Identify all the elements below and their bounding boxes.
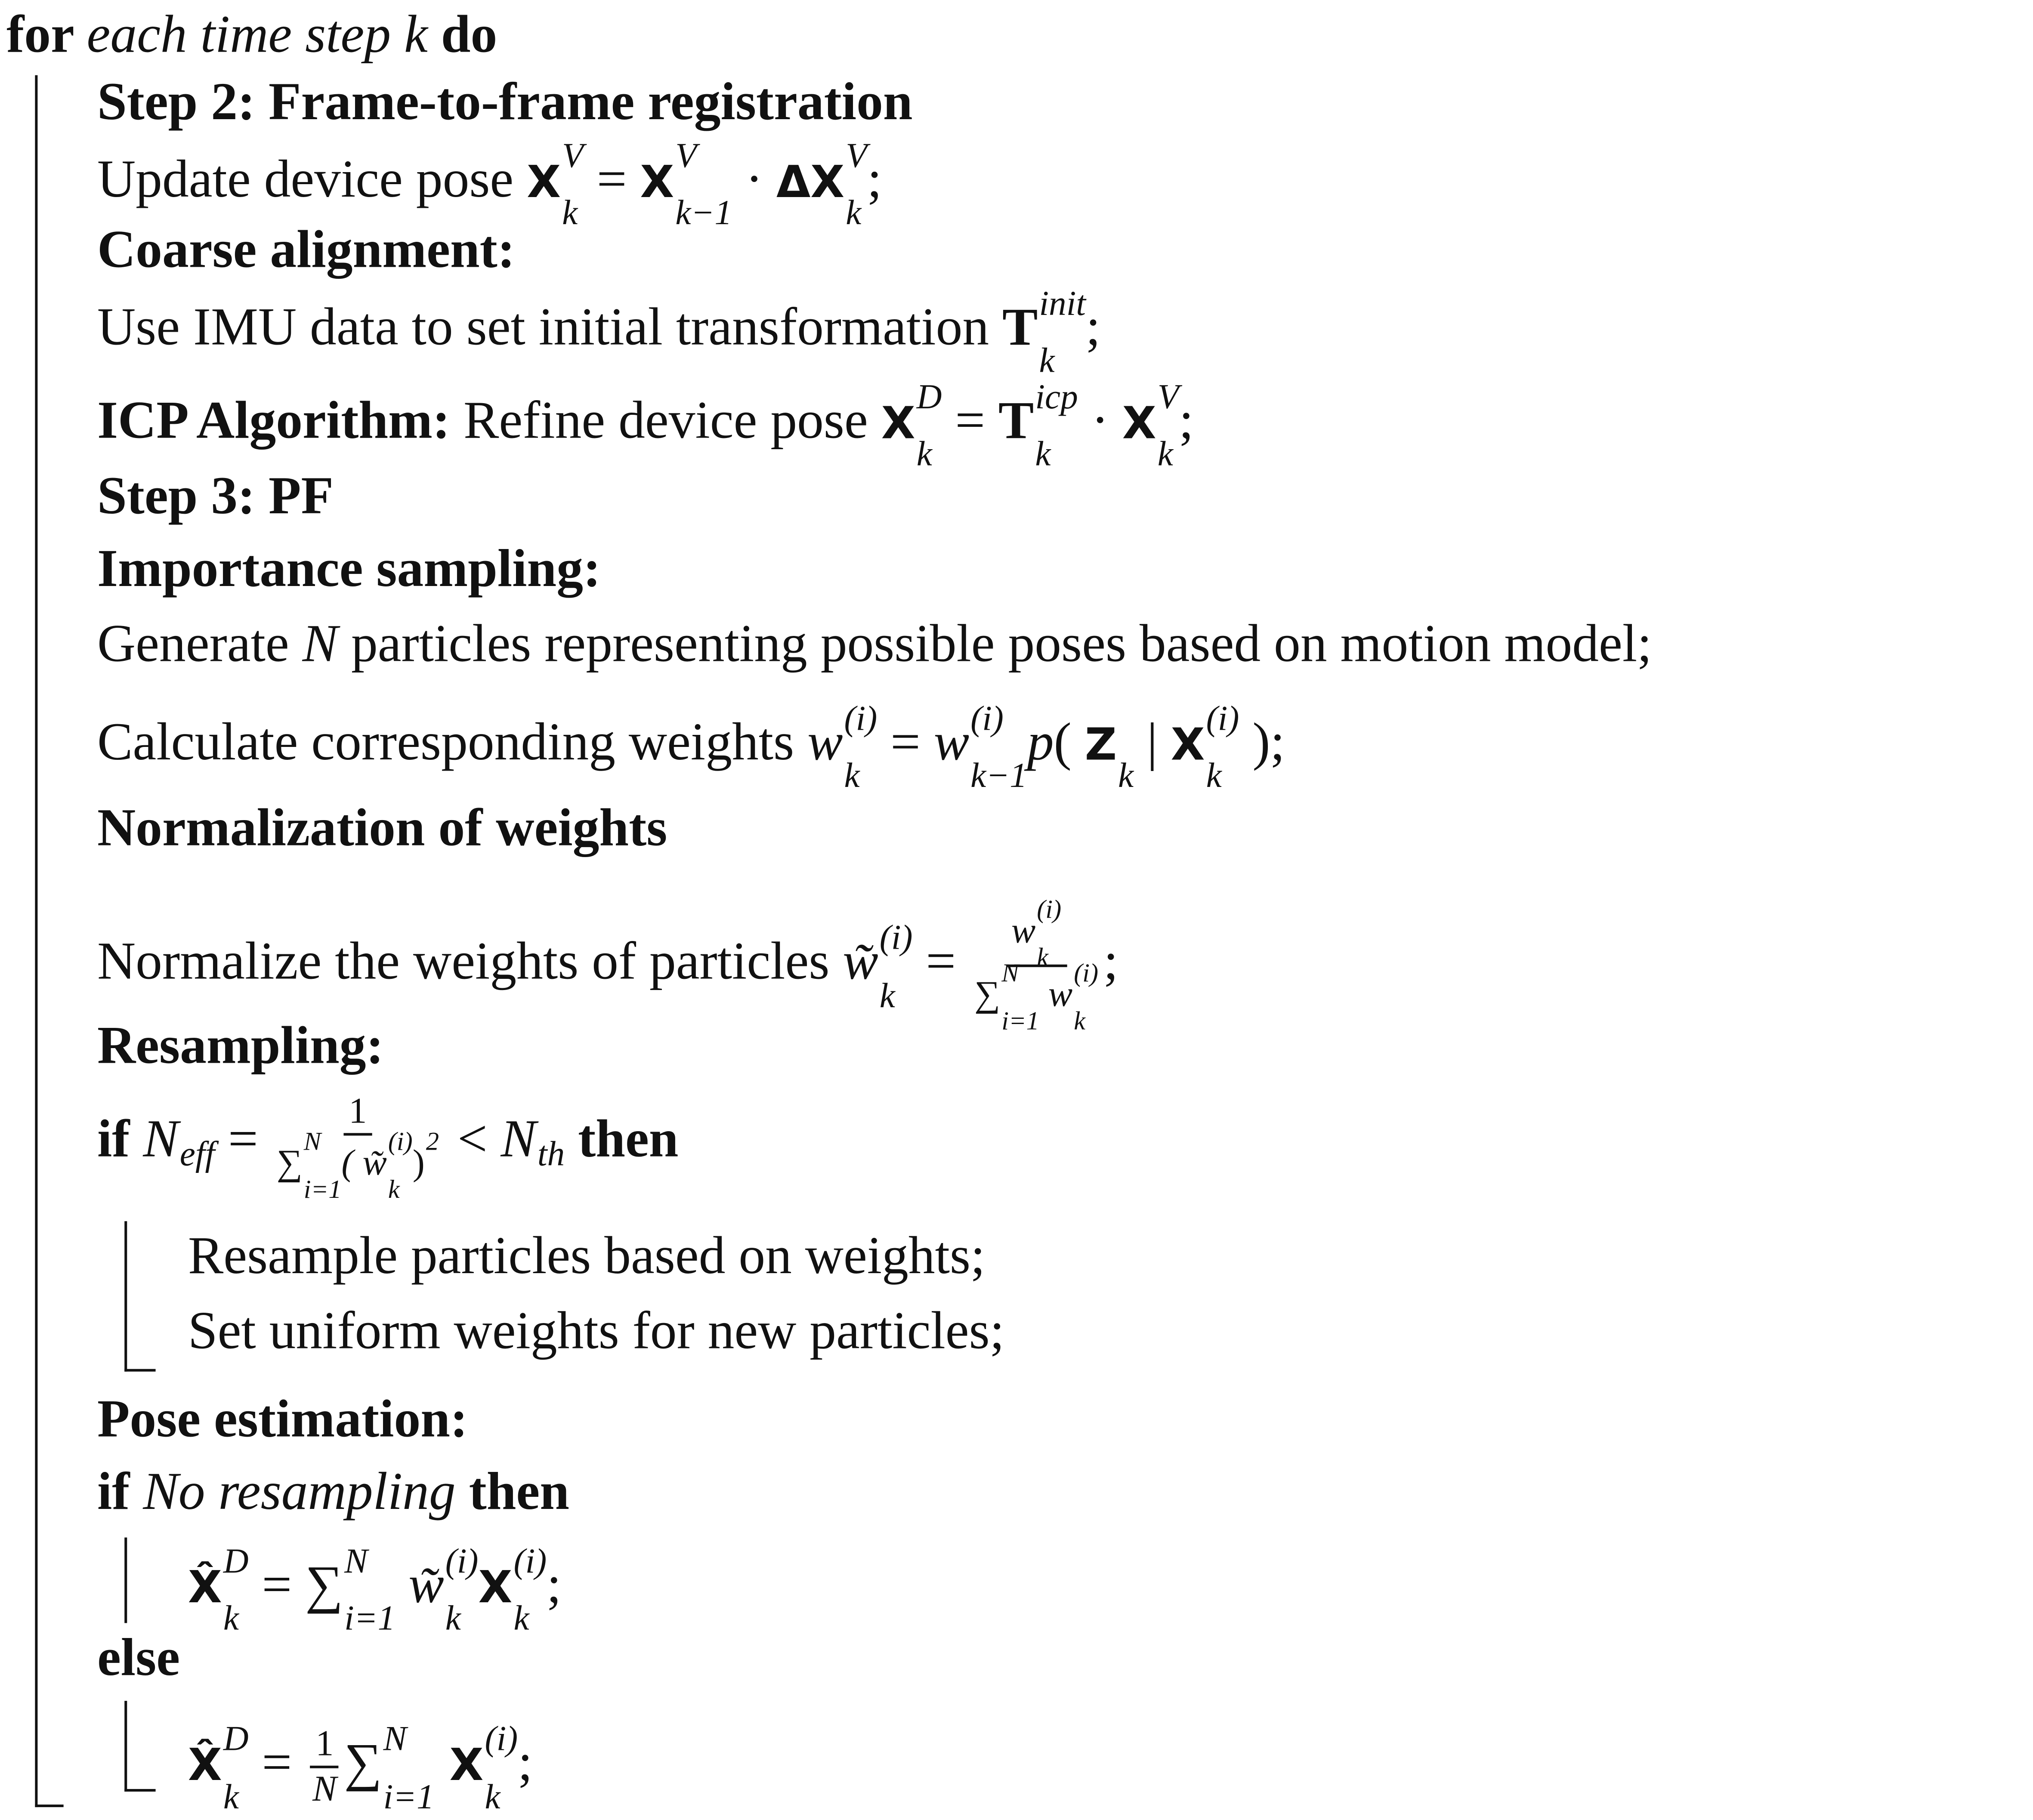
- fraction: [310, 1724, 339, 1810]
- math-symbol: X̂ D k: [188, 1541, 249, 1638]
- text: <: [444, 1108, 501, 1168]
- script: (i) k: [879, 918, 913, 1015]
- text: =: [942, 390, 998, 450]
- text: ∑ N i=1: [305, 1541, 395, 1638]
- algorithm-line: [97, 219, 515, 279]
- script: 2: [426, 1128, 439, 1157]
- text: Use IMU data to set initial transformation: [97, 296, 1003, 356]
- text: ·: [1078, 390, 1122, 450]
- script: eff: [179, 1135, 215, 1174]
- text: ∑ N i=1: [276, 1128, 342, 1205]
- algorithm-line: [97, 1461, 569, 1521]
- math-symbol: X (i) k: [434, 1719, 518, 1816]
- text: =: [877, 711, 934, 771]
- script: V k−1: [675, 136, 732, 233]
- math-symbol: N eff: [143, 1108, 215, 1174]
- text: Calculate corresponding weights: [97, 711, 808, 771]
- text: 1: [349, 1091, 367, 1132]
- algorithm-line: [6, 4, 497, 64]
- text: =: [248, 1554, 306, 1614]
- algorithm-line: [97, 895, 1118, 1036]
- script: D k: [916, 377, 942, 474]
- else-bar: [124, 1701, 127, 1792]
- script: N i=1: [383, 1719, 434, 1816]
- math-symbol: N: [312, 1769, 337, 1810]
- algorithm-line: [188, 1719, 533, 1816]
- math-symbol: X̂ D k: [188, 1719, 249, 1816]
- algorithm-line: [188, 1225, 986, 1285]
- math-symbol: T icp k: [998, 377, 1078, 474]
- keyword-text: Coarse alignment:: [97, 219, 515, 279]
- fraction-denominator: [276, 1128, 439, 1205]
- text: Normalize the weights of particles: [97, 931, 843, 990]
- for-loop-bar: [35, 75, 37, 1807]
- keyword-text: then: [565, 1108, 679, 1168]
- script: N i=1: [344, 1541, 395, 1638]
- fraction-numerator: [343, 1091, 372, 1135]
- text: |: [1134, 711, 1171, 771]
- math-symbol: w̃ (i) k: [395, 1541, 479, 1638]
- algorithm-line: [97, 1388, 468, 1448]
- text: (: [1054, 711, 1085, 771]
- script: icp k: [1035, 377, 1078, 474]
- text: 1: [315, 1724, 334, 1764]
- keyword-text: ICP Algorithm:: [97, 390, 451, 450]
- math-symbol: X V k: [1122, 377, 1179, 474]
- algorithm-line: [188, 1300, 1005, 1360]
- keyword-text: Step 3: PF: [97, 465, 334, 525]
- script: (i) k: [513, 1541, 547, 1638]
- text: ∑ N i=1: [974, 959, 1039, 1036]
- keyword-text: Step 2: Frame-to-frame registration: [97, 71, 913, 131]
- script: N i=1: [1001, 959, 1039, 1036]
- math-symbol: w (i) k: [807, 699, 877, 796]
- math-symbol: X (i) k: [478, 1541, 547, 1638]
- text: Refine device pose: [450, 390, 881, 450]
- math-symbol: X V k−1: [640, 136, 732, 233]
- keyword-text: Normalization of weights: [97, 797, 667, 857]
- keyword-text: if: [97, 1461, 143, 1521]
- keyword-text: Importance sampling:: [97, 538, 601, 598]
- math-symbol: X V k: [527, 136, 584, 233]
- text: particles representing possible poses based on motion model;: [338, 613, 1652, 673]
- math-symbol: ΔX V k: [776, 136, 867, 233]
- text: =: [912, 931, 969, 990]
- math-symbol: Z k: [1085, 711, 1134, 771]
- algorithm-line: [97, 1627, 180, 1687]
- script: (i) k: [844, 699, 877, 796]
- keyword-text: Resampling:: [97, 1015, 384, 1075]
- math-symbol: w̃ (i) k: [843, 918, 913, 1015]
- text: =: [215, 1108, 272, 1168]
- keyword-text: do: [441, 4, 497, 64]
- script: V k: [846, 136, 867, 233]
- text: ;: [1179, 390, 1194, 450]
- text: Set uniform weights for new particles;: [188, 1300, 1005, 1360]
- fraction-denominator: [312, 1768, 337, 1808]
- fraction: [276, 1091, 439, 1205]
- algorithm-line: [97, 613, 1652, 673]
- script: (i) k: [1074, 959, 1099, 1036]
- text: ∑ N i=1: [344, 1719, 434, 1816]
- script: (i) k: [485, 1719, 518, 1816]
- math-symbol: each time step k: [87, 4, 441, 64]
- script: D k: [223, 1541, 249, 1638]
- keyword-text: for: [6, 4, 87, 64]
- fraction-numerator: [1006, 895, 1066, 972]
- keyword-text: then: [469, 1461, 569, 1521]
- algorithm-line: [97, 699, 1285, 796]
- text: Generate: [97, 613, 303, 673]
- text: Update device pose: [97, 148, 527, 209]
- text: ;: [1085, 296, 1101, 356]
- script: V k: [1157, 377, 1179, 474]
- script: (i) k: [1206, 699, 1239, 796]
- text: ·: [732, 148, 776, 209]
- algorithm-line: [97, 377, 1194, 474]
- script: N i=1: [303, 1128, 342, 1205]
- script: D k: [223, 1719, 249, 1816]
- text: =: [583, 148, 640, 209]
- text: ) 2: [413, 1144, 439, 1184]
- math-symbol: w (i) k: [1011, 895, 1062, 972]
- math-symbol: w (i) k−1: [933, 699, 1027, 796]
- algorithm-line: [97, 797, 667, 857]
- text: =: [248, 1732, 306, 1792]
- if-no-resampling-bar: [124, 1537, 127, 1623]
- text: ;: [867, 148, 882, 209]
- math-symbol: X (i) k: [1171, 699, 1239, 796]
- script: (i) k: [1037, 895, 1062, 972]
- keyword-text: if: [97, 1108, 143, 1168]
- script: th: [537, 1135, 565, 1174]
- text: ;: [1103, 931, 1118, 990]
- text: ;: [518, 1732, 533, 1792]
- math-symbol: p: [1027, 711, 1054, 771]
- keyword-text: Pose estimation:: [97, 1388, 468, 1448]
- script: V k: [562, 136, 584, 233]
- math-symbol: N: [302, 613, 338, 673]
- math-symbol: No resampling: [143, 1461, 469, 1521]
- algorithm-line: [97, 284, 1101, 380]
- math-symbol: w (i) k: [1039, 959, 1099, 1036]
- algorithm-line: [188, 1541, 562, 1638]
- algorithm-line: [97, 71, 913, 131]
- keyword-text: else: [97, 1627, 180, 1687]
- else-end-tick: [124, 1789, 155, 1792]
- math-symbol: T init k: [1002, 284, 1086, 380]
- math-symbol: N th: [501, 1108, 565, 1174]
- text: ;: [547, 1554, 562, 1614]
- math-symbol: ( w̃ (i) k: [341, 1128, 413, 1205]
- for-loop-end-tick: [35, 1805, 63, 1807]
- fraction-numerator: [310, 1724, 339, 1768]
- algorithm-line: [97, 136, 882, 233]
- math-symbol: X D k: [881, 377, 942, 474]
- algorithm-line: [97, 538, 601, 598]
- if-resample-bar: [124, 1221, 127, 1372]
- script: (i) k−1: [970, 699, 1027, 796]
- if-resample-end-tick: [124, 1369, 155, 1372]
- script: init k: [1039, 284, 1086, 380]
- algorithm-line: [97, 1015, 384, 1075]
- algorithm-line: [97, 465, 334, 525]
- script: (i) k: [445, 1541, 479, 1638]
- script: k: [1118, 756, 1134, 796]
- fraction: [974, 895, 1099, 1036]
- fraction-denominator: [974, 959, 1099, 1036]
- script: (i) k: [388, 1128, 413, 1205]
- text: );: [1239, 711, 1285, 771]
- algorithm-line: [97, 1091, 679, 1205]
- text: Resample particles based on weights;: [188, 1225, 986, 1285]
